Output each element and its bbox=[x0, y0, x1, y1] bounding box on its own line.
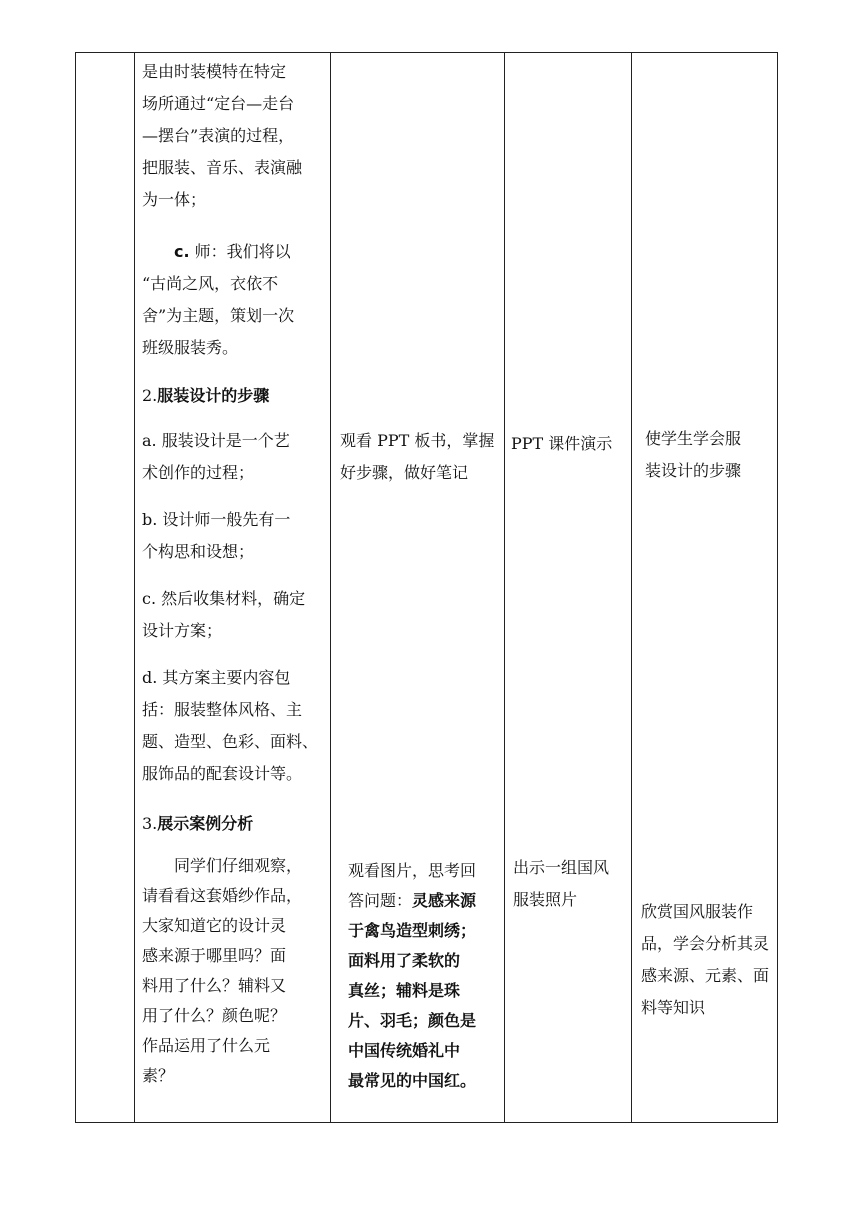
text-line: 品，学会分析其灵 bbox=[641, 934, 770, 953]
text-line: 个构思和设想； bbox=[142, 542, 255, 561]
show-theme-paragraph bbox=[142, 236, 294, 364]
text-line: 观看图片，思考回 bbox=[348, 861, 477, 880]
case-question-paragraph bbox=[142, 851, 302, 1091]
text-line: 料用了什么？辅料又 bbox=[142, 976, 287, 995]
text-line: b. 设计师一般先有一 bbox=[142, 510, 291, 529]
show-definition-paragraph bbox=[142, 56, 302, 216]
text-line: PPT 课件演示 bbox=[511, 434, 613, 453]
text-line: 出示一组国风 bbox=[513, 858, 610, 877]
text-line: 服装照片 bbox=[513, 890, 578, 909]
text-line: 设计方案； bbox=[142, 621, 223, 640]
text-line: 用了什么？颜色呢？ bbox=[142, 1006, 287, 1025]
text-line: 是由时装模特在特定 bbox=[142, 62, 287, 81]
case-intent-text bbox=[641, 896, 769, 1024]
answer-text: 片、羽毛；颜色是 bbox=[348, 1011, 477, 1030]
text-line: 题、造型、色彩、面料、 bbox=[142, 732, 319, 751]
text-line: “古尚之风，衣依不 bbox=[142, 274, 279, 293]
text-line: 同学们仔细观察， bbox=[174, 856, 303, 875]
text-line: 班级服装秀。 bbox=[142, 338, 239, 357]
text-line: a. 服装设计是一个艺 bbox=[142, 431, 290, 450]
case-media-text bbox=[513, 852, 609, 916]
answer-text: 中国传统婚礼中 bbox=[348, 1041, 461, 1060]
text-line: 观看 PPT 板书，掌握 bbox=[340, 431, 495, 450]
text-line: 作品运用了什么元 bbox=[142, 1036, 271, 1055]
table-col-border-4 bbox=[504, 52, 505, 1123]
text-line: 舍”为主题，策划一次 bbox=[142, 306, 295, 325]
text-line: 使学生学会服 bbox=[645, 429, 742, 448]
text-line: 欣赏国风服装作 bbox=[641, 902, 754, 921]
table-bottom-border bbox=[75, 1122, 778, 1123]
answer-text: 灵感来源 bbox=[412, 891, 477, 910]
text-line: 料等知识 bbox=[641, 998, 706, 1017]
answer-text: 真丝；辅料是珠 bbox=[348, 981, 461, 1000]
answer-text: 面料用了柔软的 bbox=[348, 951, 461, 970]
text-line: 为一体； bbox=[142, 190, 207, 209]
steps-activity-text bbox=[340, 425, 494, 489]
text-line: 素？ bbox=[142, 1066, 175, 1085]
text-line: 装设计的步骤 bbox=[645, 461, 742, 480]
text-line: 括：服装整体风格、主 bbox=[142, 700, 303, 719]
text-line: 好步骤，做好笔记 bbox=[340, 463, 469, 482]
step-c-paragraph bbox=[142, 583, 305, 647]
text-line: 服饰品的配套设计等。 bbox=[142, 764, 303, 783]
steps-intent-text bbox=[645, 423, 741, 487]
answer-text: 最常见的中国红。 bbox=[348, 1071, 477, 1090]
section-number: 2. bbox=[142, 386, 158, 405]
table-col-border-1 bbox=[75, 52, 76, 1123]
item-label: c. bbox=[174, 242, 190, 261]
steps-media-text bbox=[511, 428, 612, 460]
text-line: 大家知道它的设计灵 bbox=[142, 916, 287, 935]
step-a-paragraph bbox=[142, 425, 290, 489]
text-line: —摆台”表演的过程， bbox=[142, 126, 295, 145]
text-line: 感来源于哪里吗？面 bbox=[142, 946, 287, 965]
text-line: 术创作的过程； bbox=[142, 463, 255, 482]
section-heading-design-steps bbox=[142, 380, 269, 412]
section-title: 服装设计的步骤 bbox=[157, 386, 270, 405]
answer-text: 于禽鸟造型刺绣； bbox=[348, 921, 477, 940]
text-line: 把服装、音乐、表演融 bbox=[142, 158, 303, 177]
text-line: 感来源、元素、面 bbox=[641, 966, 770, 985]
text-line: 师：我们将以 bbox=[194, 242, 291, 261]
section-number: 3. bbox=[142, 814, 158, 833]
text-line: 答问题： bbox=[348, 891, 413, 910]
step-b-paragraph bbox=[142, 504, 290, 568]
step-d-paragraph bbox=[142, 662, 318, 790]
text-line: 场所通过“定台—走台 bbox=[142, 94, 295, 113]
table-col-border-5 bbox=[631, 52, 632, 1123]
table-top-border bbox=[75, 52, 778, 53]
section-heading-case-analysis bbox=[142, 808, 253, 840]
table-col-border-3 bbox=[330, 52, 331, 1123]
table-col-border-6 bbox=[777, 52, 778, 1123]
case-activity-text bbox=[348, 856, 476, 1096]
text-line: c. 然后收集材料，确定 bbox=[142, 589, 306, 608]
section-title: 展示案例分析 bbox=[157, 814, 254, 833]
text-line: d. 其方案主要内容包 bbox=[142, 668, 291, 687]
table-col-border-2 bbox=[134, 52, 135, 1123]
text-line: 请看看这套婚纱作品， bbox=[142, 886, 303, 905]
